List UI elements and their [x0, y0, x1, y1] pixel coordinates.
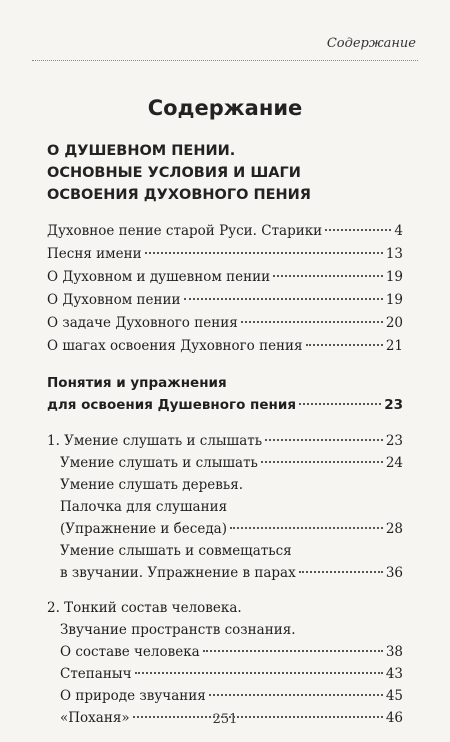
dot-leader — [299, 403, 381, 405]
dot-leader — [203, 650, 383, 652]
toc-entry-title: в звучании. Упражнение в парах — [60, 565, 296, 581]
toc-entry[interactable] — [60, 452, 403, 474]
toc-entry-title: Звучание пространств сознания. — [60, 622, 296, 638]
toc-entry-page: 43 — [385, 666, 403, 682]
dot-leader — [325, 229, 391, 231]
toc-entry-line — [60, 496, 403, 518]
dot-leader — [145, 252, 383, 254]
toc-entry[interactable] — [47, 266, 403, 288]
dot-leader — [184, 298, 383, 300]
toc-entry-page: 24 — [385, 455, 403, 471]
toc-entry-title: 1. Умение слушать и слышать — [47, 433, 263, 449]
dot-leader — [265, 439, 383, 441]
toc-entry-title: Умение слушать и слышать — [60, 455, 258, 471]
toc-entry-line — [47, 597, 403, 619]
toc-entry[interactable] — [47, 289, 403, 311]
section-heading-line: ОСНОВНЫЕ УСЛОВИЯ И ШАГИ — [47, 165, 301, 181]
toc-entry-title: (Упражнение и беседа) — [60, 521, 227, 537]
toc-entry-title: О задаче Духовного пения — [47, 315, 238, 331]
toc-entry[interactable] — [60, 518, 403, 540]
toc-entry[interactable] — [60, 663, 403, 685]
section-heading-line: ОСВОЕНИЯ ДУХОВНОГО ПЕНИЯ — [47, 187, 311, 203]
toc-entry-title: О Духовном и душевном пении — [47, 269, 271, 285]
section-heading-line: для освоения Душевного пения — [47, 397, 296, 413]
toc-entry-title: Палочка для слушания — [60, 499, 228, 515]
toc-entry[interactable] — [47, 430, 403, 452]
toc-entry-line — [60, 619, 403, 641]
page-title: Содержание — [147, 96, 303, 120]
toc-entry-page: 20 — [385, 315, 403, 331]
section-heading-2-line1 — [47, 372, 403, 394]
toc-entry-title: О природе звучания — [60, 688, 206, 704]
toc-entry[interactable] — [60, 562, 403, 584]
toc-entry-page: 28 — [385, 521, 403, 537]
toc-entry[interactable] — [60, 707, 403, 729]
toc-entry[interactable] — [60, 641, 403, 663]
header-dotted-rule — [32, 60, 418, 61]
section-heading-line: Понятия и упражнения — [47, 375, 227, 391]
toc-entry-title: «Поханя» — [60, 710, 130, 726]
toc-entry[interactable] — [47, 335, 403, 357]
toc-entry[interactable] — [47, 243, 403, 265]
toc-entry-page: 13 — [385, 246, 403, 262]
toc-entry-line — [60, 540, 403, 562]
dot-leader — [230, 527, 383, 529]
toc-entry-title: 2. Тонкий состав человека. — [47, 600, 242, 616]
section-heading-1 — [47, 140, 407, 206]
dot-leader — [133, 716, 383, 718]
toc-entry-title: Умение слышать и совмещаться — [60, 543, 292, 559]
toc-entry-page: 36 — [385, 565, 403, 581]
dot-leader — [261, 461, 383, 463]
dot-leader — [209, 694, 383, 696]
toc-entry-page: 45 — [385, 688, 403, 704]
toc-entry[interactable] — [47, 220, 403, 242]
toc-entry-title: Духовное пение старой Руси. Старики — [47, 223, 323, 239]
toc-entry-title: Песня имени — [47, 246, 142, 262]
toc-entry-page: 23 — [385, 433, 403, 449]
toc-entry-page: 19 — [385, 269, 403, 285]
toc-entry[interactable] — [60, 685, 403, 707]
toc-entry-line — [60, 474, 403, 496]
section-heading-2[interactable] — [47, 394, 403, 416]
toc-entry-title: О Духовном пении — [47, 292, 181, 308]
toc-entry-title: О составе человека — [60, 644, 200, 660]
page-number: 251 — [212, 712, 238, 727]
toc-entry-page: 23 — [384, 397, 403, 413]
toc-entry[interactable] — [47, 312, 403, 334]
dot-leader — [299, 571, 383, 573]
toc-entry-page: 38 — [385, 644, 403, 660]
dot-leader — [273, 275, 383, 277]
toc-entry-page: 4 — [394, 223, 403, 239]
toc-entry-page: 46 — [385, 710, 403, 726]
dot-leader — [306, 344, 383, 346]
toc-entry-title: О шагах освоения Духовного пения — [47, 338, 303, 354]
section-heading-line: О ДУШЕВНОМ ПЕНИИ. — [47, 143, 236, 159]
toc-entry-page: 19 — [385, 292, 403, 308]
toc-entry-title: Умение слушать деревья. — [60, 477, 244, 493]
toc-entry-page: 21 — [385, 338, 403, 354]
dot-leader — [241, 321, 383, 323]
dot-leader — [135, 672, 383, 674]
toc-entry-title: Степаныч — [60, 666, 132, 682]
running-header: Содержание — [326, 36, 416, 51]
